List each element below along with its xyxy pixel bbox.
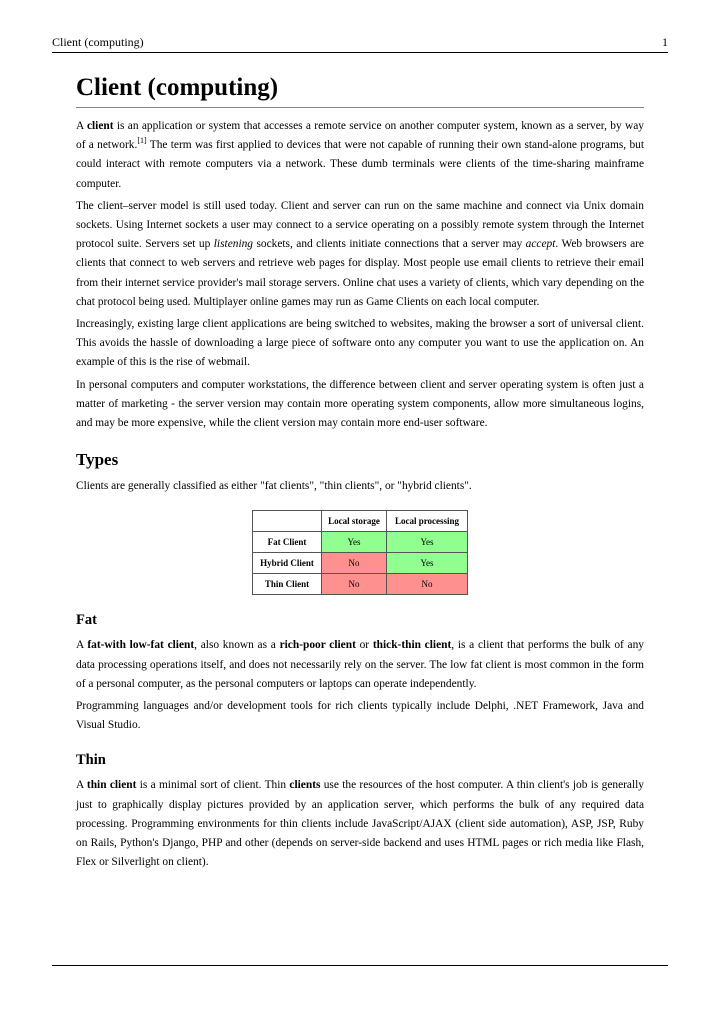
client-types-table-wrap — [76, 510, 644, 595]
intro-paragraph-1 — [76, 117, 644, 194]
text-run: , also known as a — [194, 639, 280, 652]
table-cell: No — [387, 574, 468, 595]
text-run: use the resources of the host computer. A thin client's job is generally just to graphically display pictures provided by an application server, which performs the bulk of any required data processing. Programming environments for thin clients include JavaScript/AJAX (client side automation), ASP, JSP, Ruby on Rails, Python's Django, PHP and other (depends on server-side backend and uses HTML pages or rich media like Flash, Flex or Silverlight on client). — [76, 779, 645, 869]
bold-term: thick-thin client — [372, 639, 452, 652]
intro-paragraph-3: Increasingly, existing large client applications are being switched to websites, making the browser a sort of universal client. This avoids the hassle of downloading a large piece of software onto any computer you want to use the application on. An example of this is the rise of webmail. — [76, 318, 644, 369]
text-run: or — [355, 639, 373, 652]
article-body — [76, 72, 644, 875]
text-run: A — [76, 779, 87, 792]
bold-term-client: client — [86, 120, 114, 132]
column-header-local-processing: Local processing — [387, 511, 468, 532]
section-heading-fat: Fat — [76, 612, 97, 629]
column-header-local-storage: Local storage — [322, 511, 387, 532]
table-corner-cell — [253, 511, 322, 532]
text-run: The term was first applied to devices that were not capable of running their own stand-alone programs, but could interact with remote computers via a network. These dumb terminals were clients of the time-sharing mainframe computer. — [76, 139, 644, 190]
page-title: Client (computing) — [76, 72, 644, 108]
running-header — [52, 35, 668, 53]
table-cell: No — [322, 553, 387, 574]
running-header-title: Client (computing) — [52, 35, 144, 49]
table-cell: No — [322, 574, 387, 595]
row-label: Fat Client — [253, 532, 322, 553]
reference-link-1[interactable]: [1] — [137, 136, 147, 146]
row-label: Hybrid Client — [253, 553, 322, 574]
text-run: A — [76, 120, 87, 132]
table-row — [253, 553, 468, 574]
page-number: 1 — [662, 35, 668, 49]
section-heading-types: Types — [76, 450, 119, 470]
text-run: sockets, and clients initiate connections that a server may — [253, 238, 526, 251]
table-cell: Yes — [322, 532, 387, 553]
bold-term: clients — [289, 779, 321, 792]
row-label: Thin Client — [253, 574, 322, 595]
bold-term: fat-with low-fat client — [87, 639, 195, 652]
italic-term-accept: accept — [525, 238, 556, 251]
text-run: A — [76, 639, 88, 652]
table-row — [253, 532, 468, 553]
thin-paragraph-1 — [76, 776, 644, 872]
fat-paragraph-1 — [76, 636, 644, 694]
text-run: . Web browsers are clients that connect to web servers and retrieve web pages for display. Most people use email clients to retrieve their email from their internet service provider's mail storage servers. Online chat uses a variety of clients, which vary depending on the chat protocol being used. Multiplayer online games may run as Game Clients on each local computer. — [76, 238, 644, 308]
client-types-table — [252, 510, 468, 595]
table-row — [253, 574, 468, 595]
text-run: , is a client that performs the bulk of any data processing operations itself, and does not necessarily rely on the server. The low fat client is most common in the form of a personal computer, as the personal computers or laptops can operate independently. — [76, 639, 644, 690]
bold-term: thin client — [86, 779, 137, 792]
intro-paragraph-2 — [76, 197, 644, 312]
types-paragraph: Clients are generally classified as either "fat clients", "thin clients", or "hybrid clients". — [76, 480, 472, 493]
table-cell: Yes — [387, 553, 468, 574]
fat-paragraph-2: Programming languages and/or development tools for rich clients typically include Delphi, .NET Framework, Java and Visual Studio. — [76, 700, 644, 732]
italic-term-listening: listening — [213, 238, 253, 251]
bold-term: rich-poor client — [279, 639, 356, 652]
table-cell: Yes — [387, 532, 468, 553]
text-run: The client–server model is still used today. Client and server can run on the same machine and connect via Unix domain sockets. Using Internet sockets a user may connect to a service operating on a possibly remote system through the Internet protocol suite. Servers set up — [76, 199, 644, 251]
table-header-row — [253, 511, 468, 532]
section-heading-thin: Thin — [76, 752, 106, 769]
text-run: is a minimal sort of client. Thin — [136, 779, 290, 792]
footer-rule — [52, 965, 668, 966]
intro-paragraph-4: In personal computers and computer workstations, the difference between client and server operating system is often just a matter of marketing - the server version may contain more operating system components, allow more simultaneous logins, and may be more expensive, while the client version may contain more end-user software. — [76, 378, 644, 430]
text-run: is an application or system that accesses a remote service on another computer system, known as a server, by way of a network. — [76, 120, 644, 152]
